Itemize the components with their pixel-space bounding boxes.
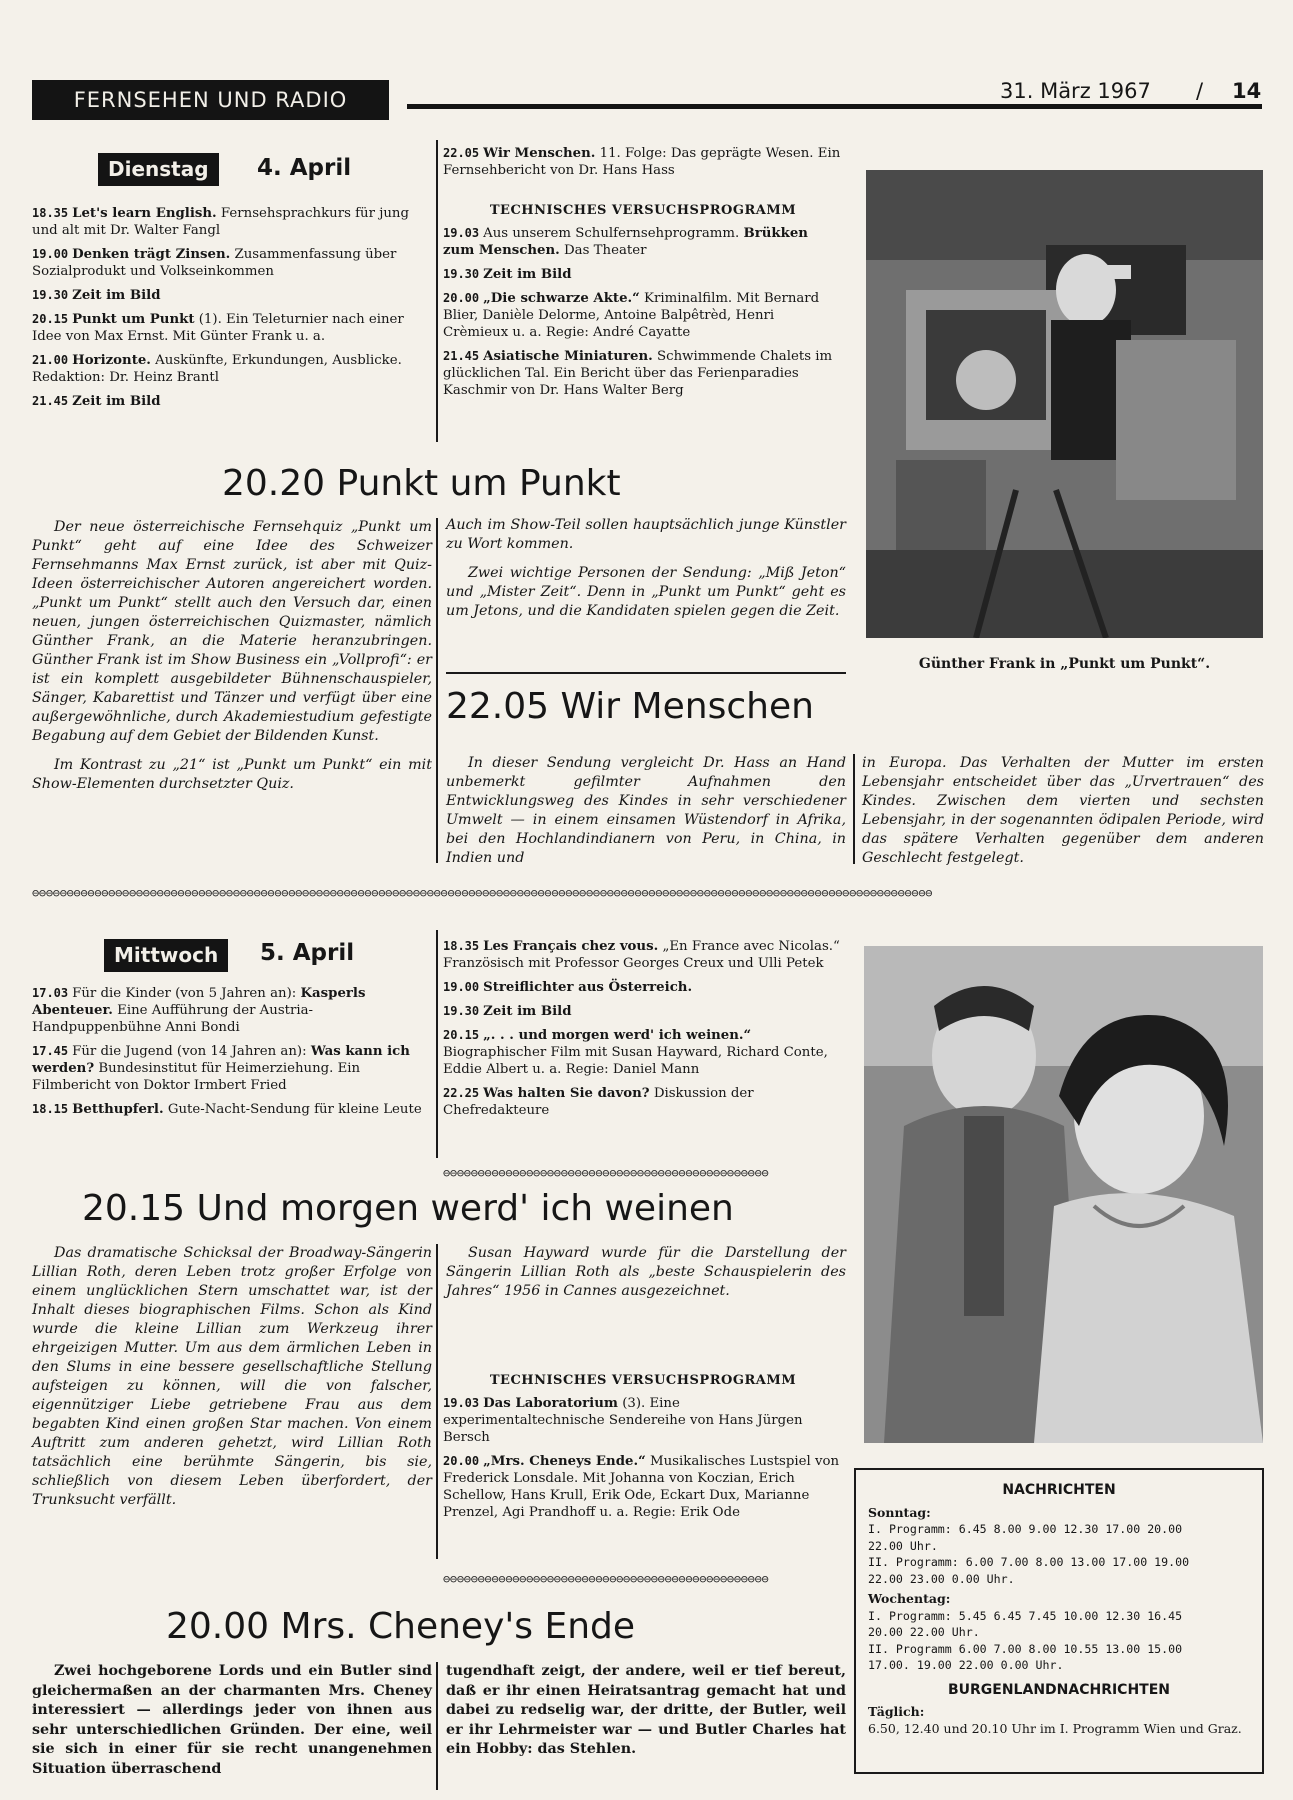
photo-guenther-frank — [866, 170, 1263, 638]
program-item: 21.45 Asiatische Miniaturen. Schwimmende Chalets im glücklichen Tal. Ein Bericht über das Ferienparadies Kaschmir von Dr. Hans Walter Berg — [443, 349, 833, 398]
section-title: FERNSEHEN UND RADIO — [73, 88, 348, 112]
program-item: 19.03 Aus unserem Schulfernsehprogramm. Brükken zum Menschen. Das Theater — [443, 226, 808, 258]
feature-text-right: tugendhaft zeigt, der andere, weil er tief bereut, daß er ihr einen Heiratsantrag gemacht hat und dabei zu redselig war, der dritte, der Butler, weil er ihr Lehrmeister war — und Butler Charles hat ein Hobby: das Stehlen. — [446, 1663, 846, 1757]
page-number: 14 — [1232, 79, 1262, 103]
tech-program-title: TECHNISCHES VERSUCHSPROGRAMM — [489, 203, 797, 218]
burgenland-title: BURGENLANDNACHRICHTEN — [947, 1681, 1171, 1698]
news-row: I. Programm: 6.45 8.00 9.00 12.30 17.00 20.00 — [868, 1522, 1183, 1536]
news-daily-label: Täglich: — [868, 1704, 925, 1719]
program-item: 19.30 Zeit im Bild — [32, 288, 161, 303]
program-item: 18.35 Les Français chez vous. „En France avec Nicolas.“ Französisch mit Professor Georges Creux und Ulli Petek — [443, 939, 840, 971]
program-item: 22.25 Was halten Sie davon? Diskussion der Chefredakteure — [443, 1086, 754, 1118]
program-item: 20.00 „Die schwarze Akte.“ Kriminalfilm. Mit Bernard Blier, Danièle Delorme, Antoine Balpêtrèd, Henri Crèmieux u. a. Regie: André Cayatte — [443, 291, 820, 340]
program-item: 19.03 Das Laboratorium (3). Eine experimentaltechnische Sendereihe von Hans Jürgen Bersch — [443, 1396, 803, 1445]
program-item: 17.45 Für die Jugend (von 14 Jahren an): Was kann ich werden? Bundesinstitut für Heimerziehung. Ein Filmbericht von Doktor Irmbert Fried — [32, 1044, 410, 1093]
news-row: II. Programm: 6.00 7.00 8.00 13.00 17.00 19.00 — [868, 1555, 1190, 1569]
column-rule — [436, 1244, 438, 1559]
day-label-tuesday: Dienstag — [98, 153, 219, 186]
feature-text-left: Der neue österreichische Fernsehquiz „Punkt um Punkt“ geht auf eine Idee des Schweizer Fernsehmanns Max Ernst zurück, ist aber mit Quiz-Ideen österreichischer Autoren angereichert worden. „Punkt um Punkt“ stellt auch den Versuch dar, einen neuen, jungen österreichischen Quizmaster, nämlich Günther Frank, an die Materie heranzubringen. Günther Frank ist im Show Business ein „Vollprofi“: er ist ein komplett ausgebildeter Bühnenschauspieler, Sänger, Kabarettist und Tänzer und verfügt über eine außergewöhnliche, durch Akademiestudium gefestigte Begabung auf dem Gebiet der Bildenden Kunst. Im Kontrast zu „21“ ist „Punkt um Punkt“ ein mit Show-Elementen durchsetzter Quiz. — [32, 519, 432, 792]
program-item: 20.15 Punkt um Punkt (1). Ein Teleturnier nach einer Idee von Max Ernst. Mit Günter Frank u. a. — [32, 312, 404, 344]
news-title: NACHRICHTEN — [1002, 1482, 1116, 1498]
feature-text-left: In dieser Sendung vergleicht Dr. Hass an Hand unbemerkt gefilmter Aufnahmen den Entwicklungsweg des Kindes in sehr verschiedener Umwelt — in einem einsamen Wüstendorf in Afrika, bei den Hochlandindianern von Peru, in China, in Indien und — [446, 755, 846, 866]
program-item: 19.30 Zeit im Bild — [443, 1004, 572, 1019]
day-date-tuesday: 4. April — [257, 155, 352, 181]
program-list-wednesday — [32, 985, 430, 1125]
feature-title: 20.20 Punkt um Punkt — [222, 463, 621, 504]
film-still-illustration — [864, 946, 1263, 1443]
feature-title: 20.00 Mrs. Cheney's Ende — [166, 1606, 636, 1647]
issue-date: 31. März 1967 — [1000, 79, 1151, 103]
header-rule — [407, 104, 1262, 109]
program-item: 18.15 Betthupferl. Gute-Nacht-Sendung für kleine Leute — [32, 1102, 422, 1117]
tech-program-wednesday — [443, 1372, 843, 1528]
news-row: 22.00 Uhr. — [868, 1538, 938, 1553]
program-list-tuesday-2 — [443, 145, 843, 406]
program-item: 17.03 Für die Kinder (von 5 Jahren an): Kasperls Abenteuer. Eine Aufführung der Austria-Handpuppenbühne Anni Bondi — [32, 986, 366, 1035]
column-rule — [436, 930, 438, 1158]
program-list-wednesday-2 — [443, 938, 843, 1126]
program-item: 21.45 Zeit im Bild — [32, 394, 161, 409]
news-row: II. Programm 6.00 7.00 8.00 10.55 13.00 15.00 — [868, 1641, 1183, 1656]
feature-text-left: Zwei hochgeborene Lords und ein Butler sind gleichermaßen an der charmanten Mrs. Cheney interessiert — allerdings jeder von ihnen aus sehr unterschiedlichen Gründen. Der eine, weil sie sich in einer für sie recht unangenehmen Situation überraschend — [32, 1663, 432, 1777]
photo-film-scene — [864, 946, 1263, 1443]
news-row: I. Programm: 5.45 6.45 7.45 10.00 12.30 16.45 — [868, 1608, 1183, 1623]
day-label-wednesday: Mittwoch — [104, 939, 228, 972]
program-item: 19.00 Streiflichter aus Österreich. — [443, 980, 693, 995]
program-list-tuesday — [32, 205, 430, 417]
program-item: 20.00 „Mrs. Cheneys Ende.“ Musikalisches Lustspiel von Frederick Lonsdale. Mit Johanna von Koczian, Erich Schellow, Hans Krull, Erik Ode, Eckart Dux, Marianne Prenzel, Agi Prandhoff u. a. Regie: Erik Ode — [443, 1454, 840, 1520]
program-item: 20.15 „. . . und morgen werd' ich weinen.“ Biographischer Film mit Susan Hayward, Richard Conte, Eddie Albert u. a. Regie: Daniel Mann — [443, 1028, 828, 1077]
section-rule — [446, 672, 846, 674]
news-box — [854, 1468, 1264, 1774]
feature-title: 20.15 Und morgen werd' ich weinen — [82, 1188, 734, 1229]
news-weekday-label: Wochentag: — [868, 1591, 951, 1606]
news-row: 20.00 22.00 Uhr. — [868, 1625, 980, 1639]
feature-text-right: Susan Hayward wurde für die Darstellung der Sängerin Lillian Roth als „beste Schauspielerin des Jahres“ 1956 in Cannes ausgezeichnet. — [446, 1245, 846, 1299]
column-rule — [436, 518, 438, 863]
column-rule — [853, 754, 855, 864]
chain-separator: ⊖⊖⊖⊖⊖⊖⊖⊖⊖⊖⊖⊖⊖⊖⊖⊖⊖⊖⊖⊖⊖⊖⊖⊖⊖⊖⊖⊖⊖⊖⊖⊖⊖⊖⊖⊖⊖⊖⊖⊖⊖⊖⊖⊖⊖⊖⊖ — [443, 1166, 769, 1180]
camera-photo-illustration — [866, 170, 1263, 638]
chain-separator: ⊖⊖⊖⊖⊖⊖⊖⊖⊖⊖⊖⊖⊖⊖⊖⊖⊖⊖⊖⊖⊖⊖⊖⊖⊖⊖⊖⊖⊖⊖⊖⊖⊖⊖⊖⊖⊖⊖⊖⊖⊖⊖⊖⊖⊖⊖⊖ — [443, 1572, 769, 1586]
date-separator: / — [1196, 79, 1204, 103]
day-date-wednesday: 5. April — [260, 940, 355, 966]
program-item: 19.00 Denken trägt Zinsen. Zusammenfassung über Sozialprodukt und Volkseinkommen — [32, 247, 397, 279]
column-rule — [436, 140, 438, 442]
feature-text-left: Das dramatische Schicksal der Broadway-Sängerin Lillian Roth, deren Leben trotz großer Erfolge von einem unglücklichen Stern umschattet war, ist der Inhalt dieses biographischen Films. Schon als Kind wurde die kleine Lillian zum Werkzeug ihrer ehrgeizigen Mutter. Um aus dem ärmlichen Leben in den Slums in eine bessere gesellschaftliche Stellung aufsteigen zu können, will die von falscher, eigennütziger Liebe getriebene Frau aus dem begabten Kind einen großen Star machen. Von einem Auftritt zum anderen gehetzt, wird Lillian Roth tatsächlich eine berühmte Sängerin, bis sie, schließlich von diesem Leben überfordert, der Trunksucht verfällt. — [32, 1245, 432, 1508]
program-item: 21.00 Horizonte. Auskünfte, Erkundungen, Ausblicke. Redaktion: Dr. Heinz Brantl — [32, 353, 402, 385]
program-item: 22.05 Wir Menschen. 11. Folge: Das geprägte Wesen. Ein Fernsehbericht von Dr. Hans Hass — [443, 146, 841, 178]
news-daily-text: 6.50, 12.40 und 20.10 Uhr im I. Programm Wien und Graz. — [868, 1720, 1242, 1736]
news-sunday-label: Sonntag: — [868, 1504, 931, 1520]
news-row: 22.00 23.00 0.00 Uhr. — [868, 1571, 1015, 1586]
photo-caption: Günther Frank in „Punkt um Punkt“. — [918, 656, 1211, 672]
program-item: 18.35 Let's learn English. Fernsehsprachkurs für jung und alt mit Dr. Walter Fangl — [32, 206, 409, 238]
feature-text-right: Auch im Show-Teil sollen hauptsächlich junge Künstler zu Wort kommen. Zwei wichtige Personen der Sendung: „Miß Jeton“ und „Mister Zeit“. Denn in „Punkt um Punkt“ geht es um Jetons, und die Kandidaten spielen gegen die Zeit. — [446, 517, 846, 619]
feature-title: 22.05 Wir Menschen — [446, 686, 814, 727]
tech-program-title: TECHNISCHES VERSUCHSPROGRAMM — [489, 1373, 797, 1388]
feature-text-right: in Europa. Das Verhalten der Mutter im ersten Lebensjahr entscheidet über das „Urvertrauen“ des Kindes. Zwischen dem vierten und sechsten Lebensjahr, in der sogenannten ödipalen Periode, wird das spätere Verhalten gegenüber dem anderen Geschlecht festgelegt. — [862, 755, 1264, 866]
news-row: 17.00. 19.00 22.00 0.00 Uhr. — [868, 1658, 1064, 1672]
program-item: 19.30 Zeit im Bild — [443, 267, 572, 282]
chain-separator: ⊖⊖⊖⊖⊖⊖⊖⊖⊖⊖⊖⊖⊖⊖⊖⊖⊖⊖⊖⊖⊖⊖⊖⊖⊖⊖⊖⊖⊖⊖⊖⊖⊖⊖⊖⊖⊖⊖⊖⊖⊖⊖⊖⊖⊖⊖⊖⊖⊖⊖⊖⊖⊖⊖⊖⊖⊖⊖⊖⊖⊖⊖⊖⊖⊖⊖⊖⊖⊖⊖⊖⊖⊖⊖⊖⊖⊖⊖⊖⊖⊖⊖⊖⊖⊖⊖⊖⊖⊖⊖⊖⊖⊖⊖⊖⊖⊖⊖⊖⊖⊖⊖⊖⊖⊖⊖⊖⊖⊖⊖⊖⊖⊖⊖⊖⊖⊖⊖⊖⊖⊖⊖⊖⊖⊖⊖⊖⊖⊖⊖ — [32, 886, 933, 900]
column-rule — [436, 1662, 438, 1790]
section-header — [32, 80, 389, 120]
